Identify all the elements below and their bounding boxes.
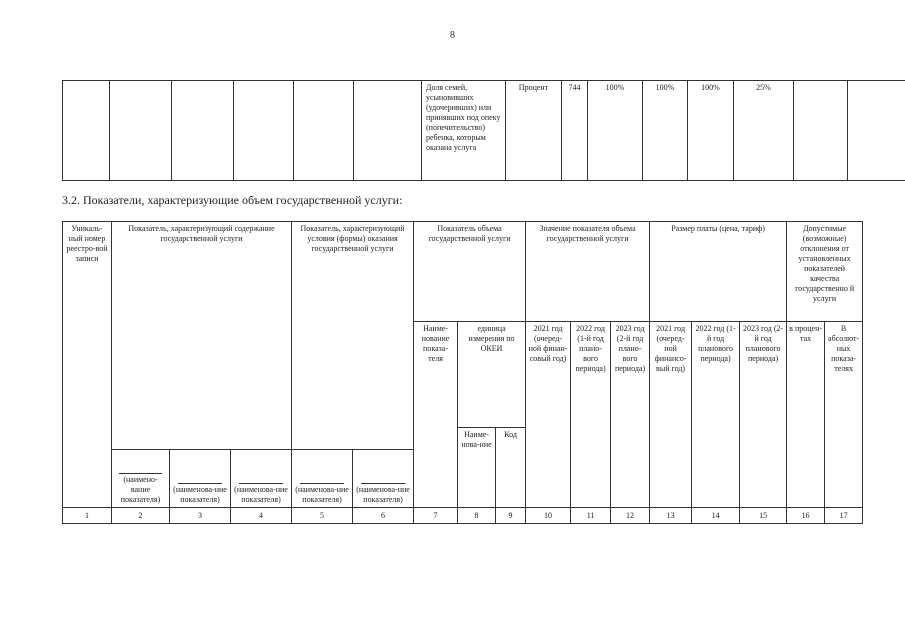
okei-name-header: Наиме-нова-ние xyxy=(458,428,496,508)
table-cell xyxy=(354,81,422,181)
table-cell xyxy=(110,81,172,181)
volume-value-header: Значение показателя объема государственной услуги xyxy=(526,222,650,322)
sub-label: (наименова-ние показателя) xyxy=(173,485,227,504)
table-cell xyxy=(234,81,294,181)
content-indicator-header: Показатель, характеризующий содержание государственной услуги xyxy=(112,222,292,450)
year-2021-value-header: 2021 год (очеред-ной финан-совый год) xyxy=(526,322,571,508)
sub-label: (наимено-вание показателя) xyxy=(120,475,161,504)
value-2023-cell: 100% xyxy=(688,81,734,181)
column-number: 12 xyxy=(611,508,650,524)
column-number: 13 xyxy=(650,508,692,524)
table-cell xyxy=(63,81,110,181)
column-number: 1 xyxy=(63,508,112,524)
table-row xyxy=(63,81,905,181)
table-cell xyxy=(172,81,234,181)
column-number: 3 xyxy=(170,508,231,524)
sub-label: (наименова-ние показателя) xyxy=(295,485,349,504)
unit-cell: Процент xyxy=(506,81,562,181)
year-2023-fee-header: 2023 год (2-й год планового периода) xyxy=(740,322,787,508)
volume-indicator-header: Показатель объема государственной услуги xyxy=(414,222,526,322)
table-cell xyxy=(294,81,354,181)
column-number: 15 xyxy=(740,508,787,524)
column-number: 2 xyxy=(112,508,170,524)
in-percent-header: в процен-тах xyxy=(787,322,825,508)
blank-line xyxy=(239,483,284,484)
deviation-percent-cell: 25% xyxy=(734,81,794,181)
column-number: 4 xyxy=(231,508,292,524)
blank-line xyxy=(361,483,406,484)
in-absolute-header: В абсолют-ных показа-телях xyxy=(825,322,863,508)
page-number: 8 xyxy=(450,30,455,41)
column-number-row xyxy=(63,508,863,524)
value-2022-cell: 100% xyxy=(643,81,688,181)
allowed-deviations-header: Допустимые (возможные) отклонения от установленных показателей качества государственно й услуги xyxy=(787,222,863,322)
okei-code-header: Код xyxy=(496,428,526,508)
conditions-indicator-header: Показатель, характеризующий условия (формы) оказания государственной услуги xyxy=(292,222,414,450)
okei-code-cell: 744 xyxy=(562,81,588,181)
year-2022-fee-header: 2022 год (1-й год планового периода) xyxy=(692,322,740,508)
section-heading: 3.2. Показатели, характеризующие объем государственной услуги: xyxy=(62,193,403,207)
volume-indicators-table xyxy=(62,221,863,524)
column-number: 11 xyxy=(571,508,611,524)
indicator-name-cell: Доля семей, усыновивших (удочеривших) или принявших под опеку (попечительство) ребенка, которым оказана услуга xyxy=(422,81,506,181)
column-number: 7 xyxy=(414,508,458,524)
sub-label: (наименова-ние показателя) xyxy=(356,485,410,504)
blank-line xyxy=(119,473,161,474)
column-number: 14 xyxy=(692,508,740,524)
name-label-c5 xyxy=(292,450,353,508)
name-label-c6 xyxy=(353,450,414,508)
name-label-c3 xyxy=(170,450,231,508)
column-number: 6 xyxy=(353,508,414,524)
year-2023-value-header: 2023 год (2-й год плано-вого периода) xyxy=(611,322,650,508)
column-number: 16 xyxy=(787,508,825,524)
blank-line xyxy=(178,483,223,484)
table-row xyxy=(63,222,863,322)
table-cell xyxy=(794,81,848,181)
column-number: 10 xyxy=(526,508,571,524)
column-number: 5 xyxy=(292,508,353,524)
column-number: 9 xyxy=(496,508,526,524)
name-label-c4 xyxy=(231,450,292,508)
value-2021-cell: 100% xyxy=(588,81,643,181)
fee-size-header: Размер платы (цена, тариф) xyxy=(650,222,787,322)
blank-line xyxy=(300,483,345,484)
okei-unit-header: единица измерения по ОКЕИ xyxy=(458,322,526,428)
column-number: 17 xyxy=(825,508,863,524)
column-number: 8 xyxy=(458,508,496,524)
year-2021-fee-header: 2021 год (очеред-ной финансо-вый год) xyxy=(650,322,692,508)
continued-quality-table xyxy=(62,80,905,181)
year-2022-value-header: 2022 год (1-й год плано-вого периода) xyxy=(571,322,611,508)
name-label-c2 xyxy=(112,450,170,508)
sub-label: (наименова-ние показателя) xyxy=(234,485,288,504)
indicator-name-header: Наиме-нование показа-теля xyxy=(414,322,458,508)
table-cell xyxy=(848,81,905,181)
unique-number-header: Уникаль-ный номер реестро-вой записи xyxy=(63,222,112,508)
